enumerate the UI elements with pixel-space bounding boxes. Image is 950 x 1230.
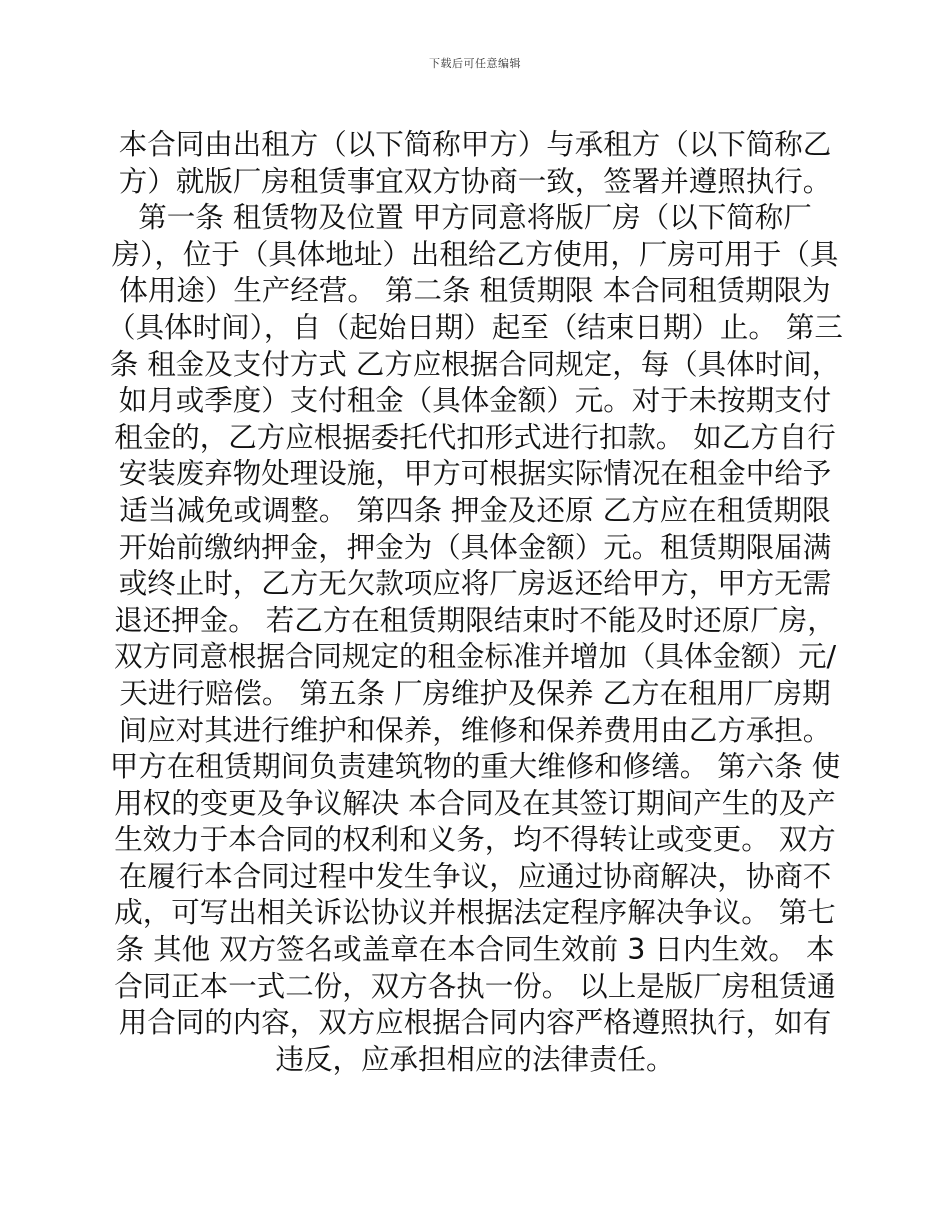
header-note: 下载后可任意编辑 — [429, 57, 521, 70]
contract-body-text: 本合同由出租方（以下简称甲方）与承租方（以下简称乙方）就版厂房租赁事宜双方协商一致，签署并遵照执行。 第一条 租赁物及位置 甲方同意将版厂房（以下简称厂房），位于（具体地址）出租给乙方使用，厂房可用于（具体用途）生产经营。 第二条 租赁期限 本合同租赁期限为（具体时间），自（起始日期）起至（结束日期）止。 第三条 租金及支付方式 乙方应根据合同规定，每（具体时间，如月或季度）支付租金（具体金额）元。对于未按期支付租金的，乙方应根据委托代扣形式进行扣款。 如乙方自行安装废弃物处理设施，甲方可根据实际情况在租金中给予适当减免或调整。 第四条 押金及还原 乙方应在租赁期限开始前缴纳押金，押金为（具体金额）元。租赁期限届满或终止时，乙方无欠款项应将厂房返还给甲方，甲方无需退还押金。 若乙方在租赁期限结束时不能及时还原厂房，双方同意根据合同规定的租金标准并增加（具体金额）元/天进行赔偿。 第五条 厂房维护及保养 乙方在租用厂房期间应对其进行维护和保养，维修和保养费用由乙方承担。 甲方在租赁期间负责建筑物的重大维修和修缮。 第六条 使用权的变更及争议解决 本合同及在其签订期间产生的及产生效力于本合同的权利和义务，均不得转让或变更。 双方在履行本合同过程中发生争议，应通过协商解决，协商不成，可写出相关诉讼协议并根据法定程序解决争议。 第七条 其他 双方签名或盖章在本合同生效前 3 日内生效。 本合同正本一式二份，双方各执一份。 以上是版厂房租赁通用合同的内容，双方应根据合同内容严格遵照执行，如有违反，应承担相应的法律责任。 — [107, 128, 843, 1076]
